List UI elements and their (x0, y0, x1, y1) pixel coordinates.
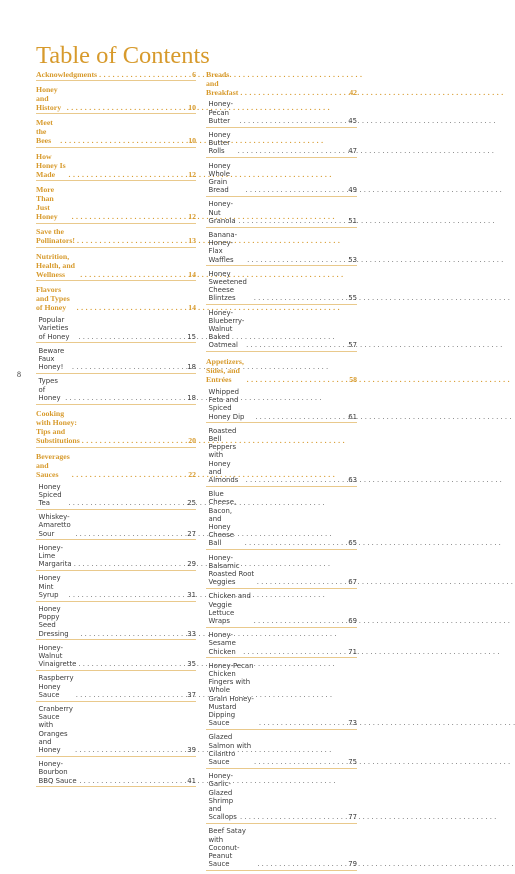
dot-leader (77, 236, 186, 245)
toc-entry-page: 55 (348, 294, 357, 303)
toc-entry-title: Honey Mint Syrup (38, 574, 61, 599)
toc-entry-page: 47 (348, 147, 357, 156)
toc-entry-title: Cooking with Honey: Tips and Substitutions (36, 409, 80, 446)
toc-entry-page: 18 (187, 363, 196, 372)
toc-entry-title: Flavors and Types of Honey (36, 285, 70, 313)
toc-section-entry (36, 450, 196, 480)
toc-entry-page: 12 (188, 169, 196, 179)
toc-entry-title: Whipped Feta and Spiced Honey Dip (208, 387, 245, 421)
toc-entry-title: Beware Faux Honey! (38, 346, 65, 372)
toc-entry-title: Honey-Garlic-Glazed Shrimp and Scallops (208, 772, 237, 822)
dot-leader (69, 170, 187, 179)
toc-entry-title: Blue Cheese, Bacon, and Honey Cheese Ball (208, 490, 237, 548)
toc-entry-page: 63 (348, 475, 357, 484)
dot-leader (257, 578, 347, 586)
toc-item-entry (206, 662, 357, 730)
toc-section-entry (36, 226, 196, 248)
dot-leader (247, 375, 348, 384)
toc-section-entry (36, 68, 196, 81)
toc-section-entry (36, 83, 196, 114)
toc-entry-page: 18 (187, 393, 196, 402)
toc-section-entry (36, 150, 196, 181)
toc-item-entry (36, 760, 196, 787)
toc-entry-title: Raspberry Honey Sauce (38, 674, 74, 699)
toc-right-column (206, 68, 357, 874)
toc-section-entry (206, 356, 357, 386)
toc-entry-page: 31 (187, 590, 196, 599)
toc-entry-page: 65 (348, 539, 357, 548)
toc-entry-page: 57 (348, 341, 357, 350)
dot-leader (74, 560, 185, 568)
toc-entry-title: Honey-Balsamic Roasted Root Veggies (208, 553, 255, 587)
dot-leader (76, 691, 185, 699)
dot-leader (240, 813, 346, 821)
toc-item-entry (36, 316, 196, 343)
dot-leader (259, 719, 346, 727)
dot-leader (75, 530, 185, 538)
dot-leader (79, 777, 185, 785)
toc-entry-title: Appetizers, Sides, and Entrées (206, 357, 244, 385)
dot-leader (65, 394, 185, 402)
toc-entry-page: 71 (348, 647, 357, 656)
toc-item-entry (206, 554, 357, 589)
toc-entry-page: 14 (188, 303, 196, 313)
dot-leader (60, 136, 186, 145)
toc-entry-page: 27 (187, 529, 196, 538)
dot-leader (247, 256, 346, 264)
dot-leader (82, 436, 186, 445)
toc-item-entry (206, 490, 357, 550)
toc-item-entry (36, 574, 196, 601)
dot-leader (80, 630, 185, 638)
toc-entry-title: Popular Varieties of Honey (38, 316, 70, 341)
toc-section-entry (206, 68, 357, 98)
toc-entry-title: Honey-Nut Granola (208, 200, 236, 225)
toc-item-entry (206, 827, 357, 871)
toc-entry-title: More Than Just Honey (36, 185, 58, 222)
toc-item-entry (36, 674, 196, 701)
toc-entry-page: 15 (187, 332, 196, 341)
toc-entry-page: 10 (188, 136, 196, 146)
toc-item-entry (206, 309, 357, 353)
dot-leader (246, 341, 346, 349)
dot-leader (245, 539, 347, 547)
toc-entry-title: Types of Honey (38, 377, 61, 402)
toc-entry-title: Honey-Pecan Butter (208, 100, 233, 125)
dot-leader (78, 660, 185, 668)
dot-leader (246, 476, 347, 484)
dot-leader (243, 648, 346, 656)
toc-entry-page: 12 (188, 212, 196, 222)
toc-entry-title: Cranberry Sauce with Oranges and Honey (38, 705, 73, 755)
toc-section-entry (36, 284, 196, 314)
toc-entry-page: 29 (187, 560, 196, 569)
toc-entry-page: 79 (348, 860, 357, 869)
dot-leader (254, 758, 346, 766)
toc-entry-title: Beef Satay with Coconut-Peanut Sauce (208, 827, 246, 869)
dot-leader (67, 103, 186, 112)
toc-entry-page: 45 (348, 116, 357, 125)
toc-item-entry (206, 200, 357, 227)
toc-entry-page: 75 (348, 757, 357, 766)
dot-leader (80, 270, 186, 279)
toc-section-entry (36, 117, 196, 148)
toc-entry-page: 53 (348, 255, 357, 264)
toc-entry-title: Beverages and Sauces (36, 451, 70, 479)
dot-leader (99, 70, 190, 79)
toc-entry-title: Honey-Bourbon BBQ Sauce (38, 760, 77, 785)
toc-entry-title: Honey Butter Rolls (208, 130, 231, 156)
dot-leader (238, 147, 347, 155)
toc-entry-page: 77 (348, 813, 357, 822)
toc-entry-title: Meet the Bees (36, 118, 53, 146)
toc-entry-title: Honey-Sesame Chicken (208, 631, 236, 656)
toc-entry-title: Honey-Pecan Chicken Fingers with Whole Grain Honey-Mustard Dipping Sauce (208, 661, 254, 728)
toc-entry-title: Honey and History (36, 84, 62, 112)
dot-leader (254, 617, 347, 625)
dot-leader (257, 860, 346, 868)
toc-item-entry (206, 131, 357, 158)
toc-section-entry (36, 184, 196, 224)
toc-entry-title: Honey Whole Grain Bread (208, 161, 231, 195)
toc-entry-page: 73 (348, 719, 357, 728)
dot-leader (72, 470, 186, 479)
toc-entry-page: 67 (348, 578, 357, 587)
toc-entry-page: 61 (348, 412, 357, 421)
toc-entry-title: Banana-Honey-Flax Waffles (208, 230, 238, 264)
toc-entry-page: 35 (187, 660, 196, 669)
toc-entry-title: Roasted Bell Peppers with Honey and Almonds (208, 426, 239, 484)
page-number: 8 (17, 370, 21, 379)
dot-leader (238, 217, 346, 225)
toc-item-entry (36, 483, 196, 510)
toc-item-entry (36, 544, 196, 571)
dot-leader (77, 303, 187, 312)
toc-entry-title: Acknowledgments (36, 69, 98, 79)
toc-entry-page: 49 (348, 186, 357, 195)
toc-item-entry (206, 733, 357, 768)
toc-entry-title: Breads and Breakfast (206, 69, 239, 97)
toc-item-entry (206, 100, 357, 127)
toc-entry-title: Honey Sweetened Cheese Blintzes (208, 269, 247, 303)
toc-entry-title: Glazed Salmon with Cilantro Sauce (208, 733, 252, 766)
toc-item-entry (206, 592, 357, 627)
toc-entry-title: Chicken and Veggie Lettuce Wraps (208, 592, 251, 625)
toc-item-entry (206, 631, 357, 658)
toc-item-entry (206, 162, 357, 197)
toc-entry-page: 42 (349, 87, 357, 97)
toc-item-entry (36, 377, 196, 404)
toc-item-entry (206, 388, 357, 423)
toc-entry-title: Honey-Walnut Vinaigrette (38, 643, 77, 669)
dot-leader (68, 499, 185, 507)
toc-entry-title: Nutrition, Health, and Wellness (36, 251, 75, 279)
toc-item-entry (206, 270, 357, 305)
toc-entry-page: 39 (187, 746, 196, 755)
toc-entry-page: 14 (188, 269, 196, 279)
toc-entry-page: 51 (348, 216, 357, 225)
dot-leader (239, 117, 346, 125)
toc-item-entry (206, 427, 357, 487)
toc-section-entry (36, 250, 196, 281)
toc-entry-page: 13 (188, 236, 196, 246)
toc-entry-page: 41 (187, 776, 196, 785)
toc-entry-page: 20 (188, 436, 196, 446)
toc-entry-page: 6 (192, 69, 196, 79)
toc-section-entry (36, 408, 196, 448)
dot-leader (68, 591, 185, 599)
toc-entry-page: 69 (348, 616, 357, 625)
toc-entry-page: 22 (188, 469, 196, 479)
toc-entry-page: 33 (187, 629, 196, 638)
toc-entry-page: 37 (187, 690, 196, 699)
page-title: Table of Contents (36, 42, 210, 69)
toc-left-column (36, 68, 196, 791)
toc-item-entry (36, 705, 196, 757)
dot-leader (72, 363, 185, 371)
toc-entry-title: Save the Pollinators! (36, 227, 75, 246)
toc-entry-title: How Honey Is Made (36, 151, 66, 179)
toc-item-entry (36, 644, 196, 671)
dot-leader (78, 333, 185, 341)
toc-entry-title: Whiskey-Amaretto Sour (38, 513, 71, 538)
toc-entry-page: 10 (188, 102, 196, 112)
toc-entry-title: Honey Poppy Seed Dressing (38, 605, 69, 638)
dot-leader (246, 186, 347, 194)
toc-item-entry (36, 347, 196, 374)
toc-entry-title: Honey-Lime Margarita (38, 543, 72, 569)
dot-leader (255, 413, 346, 421)
toc-item-entry (206, 231, 357, 266)
dot-leader (75, 746, 185, 754)
dot-leader (240, 88, 347, 97)
toc-entry-page: 25 (187, 499, 196, 508)
toc-item-entry (36, 605, 196, 640)
toc-entry-title: Honey Spiced Tea (38, 482, 62, 508)
dot-leader (254, 294, 347, 302)
toc-entry-title: Honey-Blueberry-Walnut Baked Oatmeal (208, 308, 245, 350)
toc-item-entry (36, 513, 196, 540)
toc-item-entry (206, 772, 357, 824)
toc-entry-page: 58 (349, 375, 357, 385)
dot-leader (72, 212, 187, 221)
